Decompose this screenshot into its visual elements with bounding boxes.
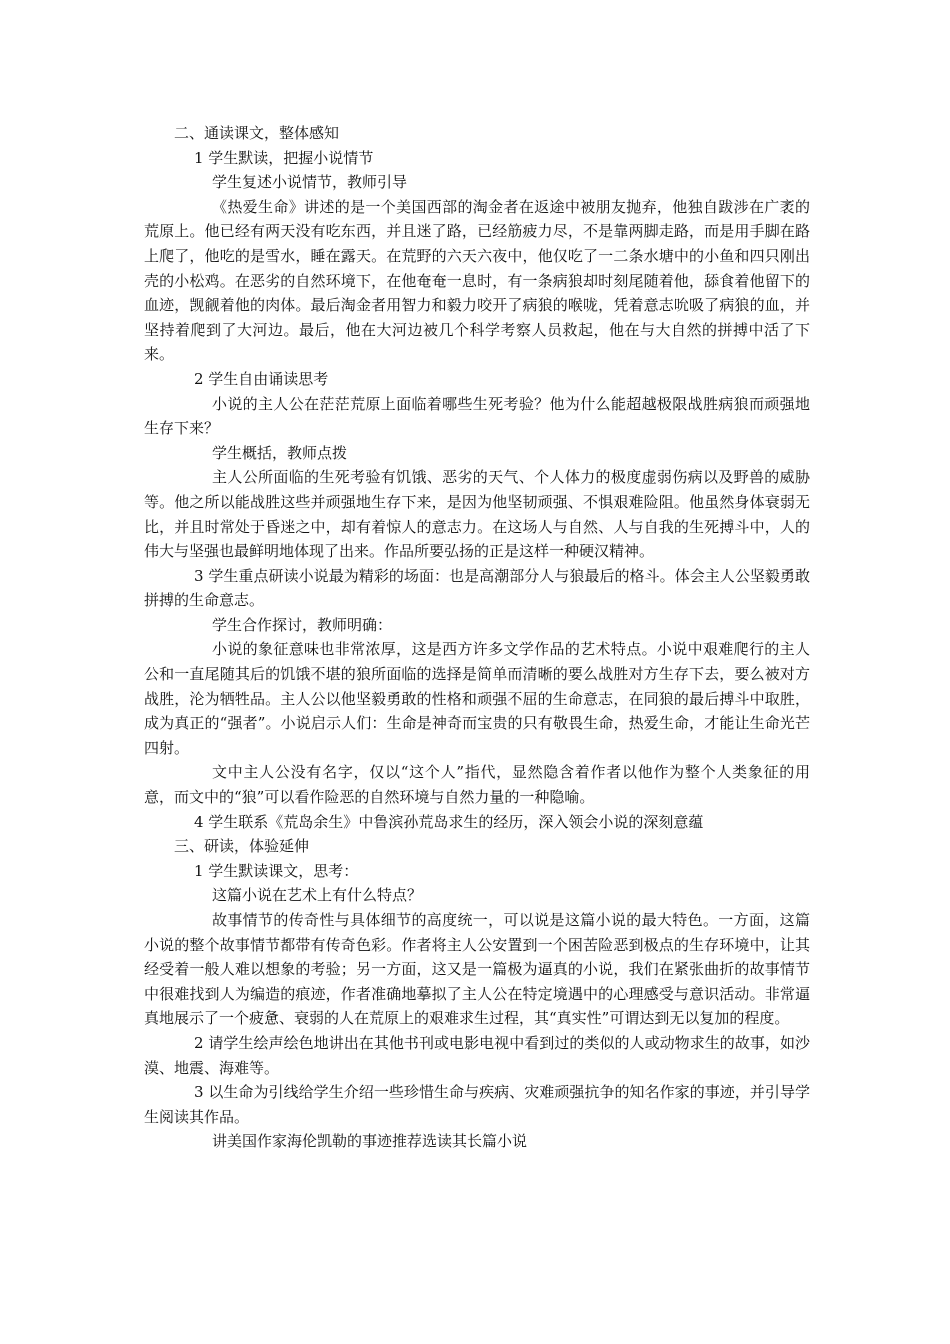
paragraph: 《热爱生命》讲述的是一个美国西部的淘金者在返途中被朋友抛弃，他独自跋涉在广袤的荒原上。他已经有两天没有吃东西，并且迷了路，已经筋疲力尽，不是靠两脚走路，而是用手脚在路上爬了，他吃的是雪水，睡在露天。在荒野的六天六夜中，他仅吃了一二条水塘中的小鱼和四只刚出壳的小松鸡。在恶劣的自然环境下，在他奄奄一息时，有一条病狼却时刻尾随着他，舔食着他留下的血迹，觊觎着他的肉体。最后淘金者用智力和毅力咬开了病狼的喉咙，凭着意志吮吸了病狼的血，并坚持着爬到了大河边。最后，他在大河边被几个科学考察人员救起，他在与大自然的拼搏中活了下来。 bbox=[144, 197, 810, 364]
paragraph: 二、通读课文，整体感知 bbox=[174, 124, 340, 142]
paragraph: 1 学生默读课文，思考： bbox=[194, 861, 359, 880]
paragraph: 学生概括，教师点拨 bbox=[212, 443, 348, 462]
paragraph: 主人公所面临的生死考验有饥饿、恶劣的天气、个人体力的极度虚弱伤病以及野兽的威胁等。他之所以能战胜这些并顽强地生存下来，是因为他坚韧顽强、不惧艰难险阻。他虽然身体衰弱无比，并且时常处于昏迷之中，却有着惊人的意志力。在这场人与自然、人与自我的生死搏斗中，人的伟大与坚强也最鲜明地体现了出来。作品所要弘扬的正是这样一种硬汉精神。 bbox=[144, 468, 810, 561]
paragraph: 学生合作探讨，教师明确： bbox=[212, 615, 393, 634]
paragraph: 这篇小说在艺术上有什么特点？ bbox=[212, 886, 423, 905]
paragraph: 2 学生自由诵读思考 bbox=[194, 369, 329, 388]
paragraph: 3 以生命为引线给学生介绍一些珍惜生命与疾病、灾难顽强抗争的知名作家的事迹，并引导学生阅读其作品。 bbox=[144, 1083, 810, 1126]
paragraph: 讲美国作家海伦凯勒的事迹推荐选读其长篇小说 bbox=[212, 1132, 528, 1151]
paragraph: 小说的主人公在茫茫荒原上面临着哪些生死考验？他为什么能超越极限战胜病狼而顽强地生存下来？ bbox=[144, 394, 810, 438]
paragraph: 4 学生联系《荒岛余生》中鲁滨孙荒岛求生的经历，深入领会小说的深刻意蕴 bbox=[194, 812, 704, 831]
paragraph: 文中主人公没有名字，仅以“这个人”指代，显然隐含着作者以他作为整个人类象征的用意，而文中的“狼”可以看作险恶的自然环境与自然力量的一种隐喻。 bbox=[144, 763, 810, 807]
paragraph: 故事情节的传奇性与具体细节的高度统一，可以说是这篇小说的最大特色。一方面，这篇小说的整个故事情节都带有传奇色彩。作者将主人公安置到一个困苦险恶到极点的生存环境中，让其经受着一般人难以想象的考验；另一方面，这又是一篇极为逼真的小说，我们在紧张曲折的故事情节中很难找到人为编造的痕迹，作者准确地摹拟了主人公在特定境遇中的心理感受与意识活动。非常逼真地展示了一个疲惫、衰弱的人在荒原上的艰难求生过程，其“真实性”可谓达到无以复加的程度。 bbox=[144, 911, 810, 1028]
paragraph: 小说的象征意味也非常浓厚，这是西方许多文学作品的艺术特点。小说中艰难爬行的主人公和一直尾随其后的饥饿不堪的狼所面临的选择是简单而清晰的要么战胜对方生存下去，要么被对方战胜，沦为牺牲品。主人公以他坚毅勇敢的性格和顽强不屈的生命意志，在同狼的最后搏斗中取胜，成为真正的“强者”。小说启示人们：生命是神奇而宝贵的只有敬畏生命，热爱生命，才能让生命光芒四射。 bbox=[144, 640, 810, 757]
paragraph: 3 学生重点研读小说最为精彩的场面：也是高潮部分人与狼最后的格斗。体会主人公坚毅勇敢拼搏的生命意志。 bbox=[144, 566, 810, 610]
paragraph: 三、研读，体验延伸 bbox=[174, 837, 310, 856]
paragraph: 学生复述小说情节，教师引导 bbox=[212, 173, 408, 192]
document-body bbox=[144, 121, 810, 1154]
paragraph: 2 请学生绘声绘色地讲出在其他书刊或电影电视中看到过的类似的人或动物求生的故事，如沙漠、地震、海难等。 bbox=[144, 1033, 810, 1077]
paragraph: 1 学生默读，把握小说情节 bbox=[194, 148, 374, 167]
